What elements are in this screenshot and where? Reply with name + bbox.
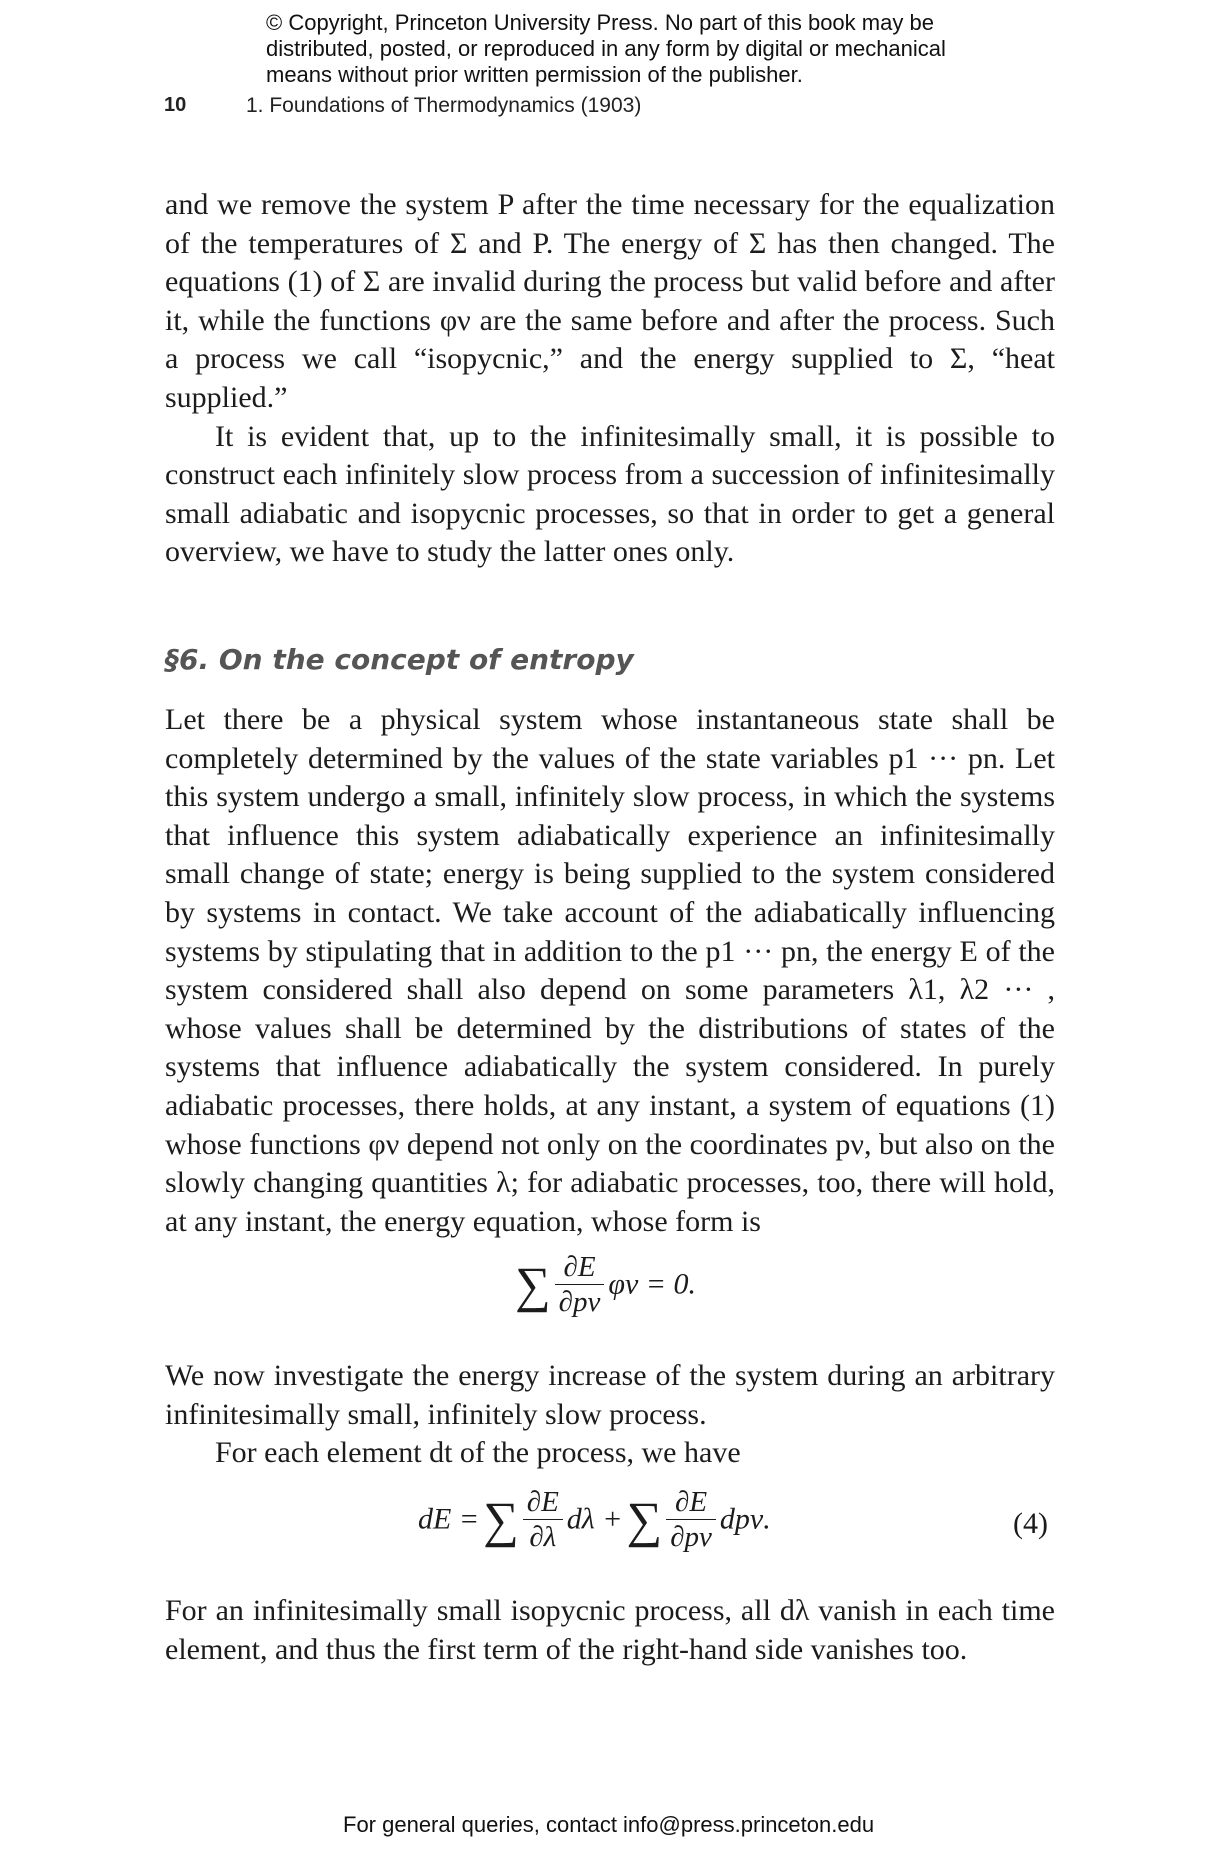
section-paragraph xyxy=(165,1357,1055,1473)
numerator: ∂E xyxy=(523,1485,563,1520)
section-paragraph xyxy=(165,1592,1055,1669)
equation-lhs: dE = xyxy=(418,1502,480,1536)
copyright-line: means without prior written permission of the publisher. xyxy=(266,62,803,87)
paragraph: For each element dt of the process, we have xyxy=(215,1436,741,1470)
numerator: ∂E xyxy=(555,1250,605,1285)
equation-end: dpν. xyxy=(719,1502,771,1536)
fraction xyxy=(666,1485,716,1554)
equation-4 xyxy=(418,1485,771,1554)
top-text-block xyxy=(165,186,1055,572)
equation-middle: dλ + xyxy=(566,1502,623,1536)
denominator: ∂λ xyxy=(529,1521,557,1553)
sum-symbol: ∑ xyxy=(515,1256,551,1313)
equation-energy xyxy=(515,1250,696,1319)
denominator: ∂pν xyxy=(670,1521,712,1553)
paragraph: We now investigate the energy increase of the system during an arbitrary infinitesimally small, infinitely slow process. xyxy=(165,1359,1055,1431)
section-heading: §6. On the concept of entropy xyxy=(165,643,634,676)
section-paragraph xyxy=(165,701,1055,1241)
paragraph: It is evident that, up to the infinitesimally small, it is possible to construct each infinitely slow process from a succession of infinitesimally small adiabatic and isopycnic processes, so that in order to get a general overview, we have to study the latter ones only. xyxy=(165,419,1055,569)
copyright-line: distributed, posted, or reproduced in any form by digital or mechanical xyxy=(266,36,946,61)
fraction xyxy=(555,1250,605,1319)
sum-symbol: ∑ xyxy=(483,1491,519,1548)
copyright-notice xyxy=(266,10,1026,88)
denominator: ∂pν xyxy=(558,1286,601,1318)
paragraph: Let there be a physical system whose instantaneous state shall be completely determined by the values of the state variables p1 ··· pn. Let this system undergo a small, infinitely slow process, in which the systems that influence this system adiabatically experience an infinitesimally small change of state; energy is being supplied to the system considered by systems in contact. We take account of the adiabatically influencing systems by stipulating that in addition to the p1 ··· pn, the energy E of the system considered shall also depend on some parameters λ1, λ2 ··· , whose values shall be determined by the distributions of states of the systems that influence adiabatically the system considered. In purely adiabatic processes, there holds, at any instant, a system of equations (1) whose functions φν depend not only on the coordinates pν, but also on the slowly changing quantities λ; for adiabatic processes, too, there will hold, at any instant, the energy equation, whose form is xyxy=(165,703,1055,1238)
numerator: ∂E xyxy=(666,1485,716,1520)
running-head: 1. Foundations of Thermodynamics (1903) xyxy=(246,94,642,117)
footer-contact: For general queries, contact info@press.princeton.edu xyxy=(343,1812,875,1837)
equation-number: (4) xyxy=(1013,1507,1048,1540)
sum-symbol: ∑ xyxy=(626,1491,663,1548)
paragraph: and we remove the system P after the time necessary for the equalization of the temperatures of Σ and P. The energy of Σ has then changed. The equations (1) of Σ are invalid during the process but valid before and after it, while the functions φν are the same before and after the process. Such a process we call “isopycnic,” and the energy supplied to Σ, “heat supplied.” xyxy=(165,188,1055,414)
paragraph: For an infinitesimally small isopycnic process, all dλ vanish in each time element, and thus the first term of the right-hand side vanishes too. xyxy=(165,1594,1055,1666)
equation-rest: φν = 0. xyxy=(608,1267,697,1301)
copyright-line: © Copyright, Princeton University Press. No part of this book may be xyxy=(266,10,934,35)
fraction xyxy=(523,1485,563,1554)
page-number: 10 xyxy=(164,94,187,116)
